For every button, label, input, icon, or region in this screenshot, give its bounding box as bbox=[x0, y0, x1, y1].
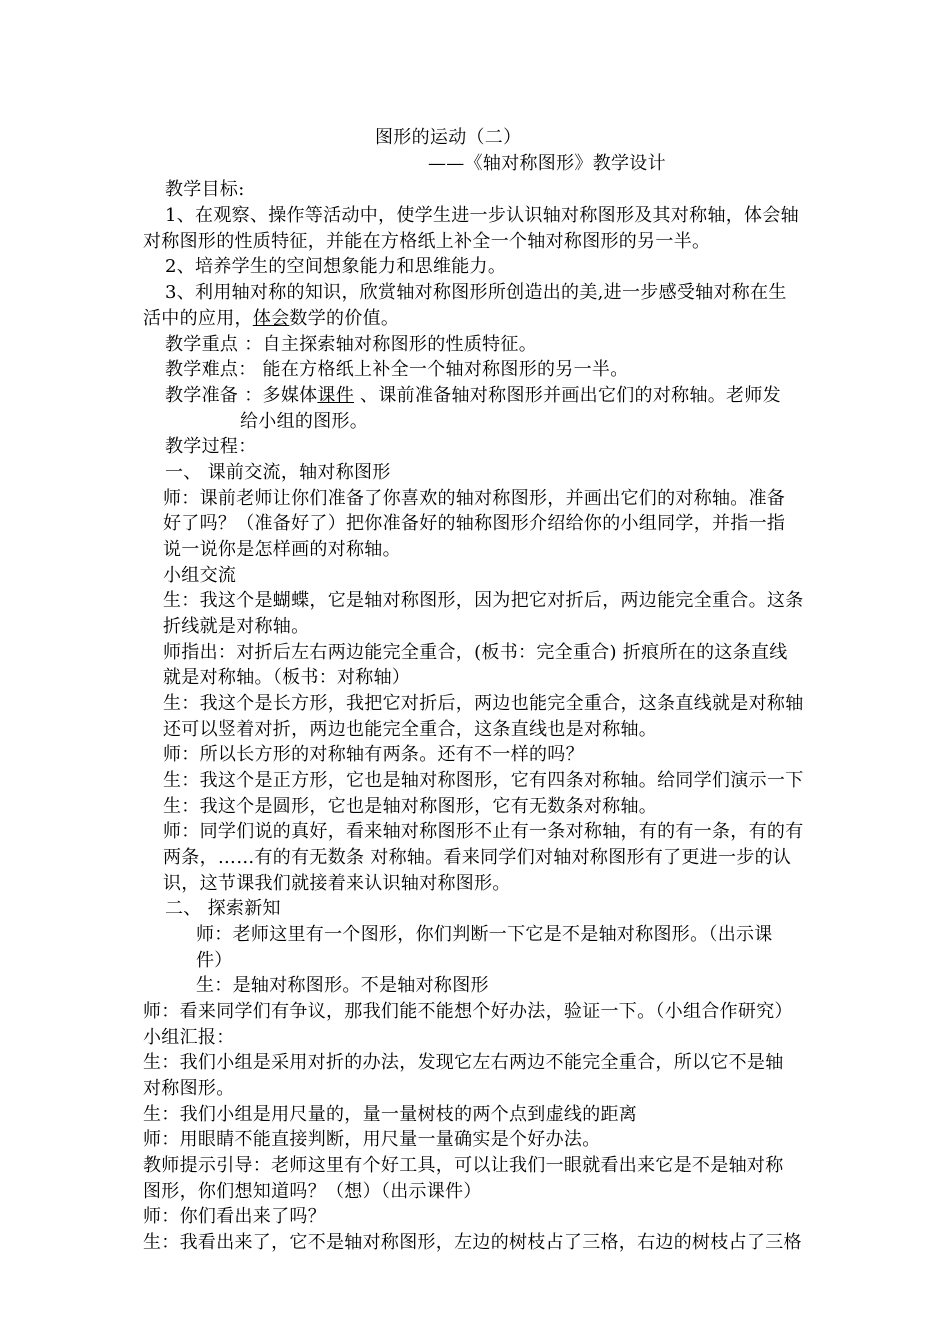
paragraph-line: 师：看来同学们有争议，那我们能不能想个好办法，验证一下。（小组合作研究） bbox=[143, 1001, 793, 1022]
section-1-heading: 一、 课前交流，轴对称图形 bbox=[165, 462, 391, 483]
goal-3-underlined: 体会 bbox=[252, 308, 290, 329]
document-title: 图形的运动（二） bbox=[375, 127, 522, 148]
goals-heading: 教学目标: bbox=[165, 179, 245, 200]
paragraph-line: 师：用眼睛不能直接判断，用尺量一量确实是个好办法。 bbox=[143, 1129, 601, 1150]
paragraph-line: 好了吗？（准备好了）把你准备好的轴称图形介绍给你的小组同学，并指一指 bbox=[163, 513, 786, 534]
paragraph-line: 折线就是对称轴。 bbox=[163, 616, 310, 637]
paragraph-line: 就是对称轴。（板书：对称轴） bbox=[163, 667, 411, 688]
paragraph-line: 生：我看出来了，它不是轴对称图形，左边的树枝占了三格，右边的树枝占了三格 bbox=[143, 1232, 802, 1253]
paragraph-line: 图形，你们想知道吗？（想）（出示课件） bbox=[143, 1181, 482, 1202]
prep-text-b: 、课前准备轴对称图形并画出它们的对称轴。老师发 bbox=[354, 385, 781, 406]
prep-underlined: 课件 bbox=[317, 385, 355, 406]
goal-3-line-2 bbox=[143, 306, 399, 332]
paragraph-line: 教师提示引导：老师这里有个好工具，可以让我们一眼就看出来它是不是轴对称 bbox=[143, 1155, 784, 1176]
paragraph-line: 生：是轴对称图形。不是轴对称图形 bbox=[196, 975, 489, 996]
paragraph-line: 生：我们小组是采用对折的办法，发现它左右两边不能完全重合，所以它不是轴 bbox=[143, 1052, 784, 1073]
goal-1-line-1: 1、在观察、操作等活动中，使学生进一步认识轴对称图形及其对称轴，体会轴 bbox=[165, 205, 799, 226]
paragraph-line: 师：所以长方形的对称轴有两条。还有不一样的吗？ bbox=[163, 744, 584, 765]
paragraph-line: 识，这节课我们就接着来认识轴对称图形。 bbox=[163, 873, 511, 894]
paragraph-line: 生：我们小组是用尺量的，量一量树枝的两个点到虚线的距离 bbox=[143, 1104, 638, 1125]
paragraph-line: 生：我这个是圆形，它也是轴对称图形，它有无数条对称轴。 bbox=[163, 796, 658, 817]
paragraph-line: 小组交流 bbox=[163, 565, 237, 586]
paragraph-line: 两条，……有的有无数条 对称轴。看来同学们对轴对称图形有了更进一步的认 bbox=[163, 847, 792, 868]
paragraph-line: 小组汇报： bbox=[143, 1027, 235, 1048]
paragraph-line: 师：老师这里有一个图形，你们判断一下它是不是轴对称图形。（出示课 bbox=[196, 924, 773, 945]
paragraph-line: 师：课前老师让你们准备了你喜欢的轴对称图形，并画出它们的对称轴。准备 bbox=[163, 488, 786, 509]
goal-2: 2、培养学生的空间想象能力和思维能力。 bbox=[165, 256, 507, 277]
paragraph-line: 件） bbox=[196, 950, 233, 971]
preparation bbox=[165, 383, 781, 409]
paragraph-line: 师指出：对折后左右两边能完全重合，(板书：完全重合) 折痕所在的这条直线 bbox=[163, 642, 788, 663]
difficulty: 教学难点： 能在方格纸上补全一个轴对称图形的另一半。 bbox=[165, 359, 629, 380]
document-subtitle: ——《轴对称图形》教学设计 bbox=[428, 153, 666, 174]
section-2-heading: 二、 探索新知 bbox=[165, 898, 281, 919]
paragraph-line: 生：我这个是蝴蝶，它是轴对称图形，因为把它对折后，两边能完全重合。这条 bbox=[163, 590, 804, 611]
paragraph-line: 还可以竖着对折，两边也能完全重合，这条直线也是对称轴。 bbox=[163, 719, 658, 740]
paragraph-line: 师：你们看出来了吗？ bbox=[143, 1206, 326, 1227]
paragraph-line: 生：我这个是长方形，我把它对折后，两边也能完全重合，这条直线就是对称轴 bbox=[163, 693, 804, 714]
paragraph-line: 师：同学们说的真好，看来轴对称图形不止有一条对称轴，有的有一条，有的有 bbox=[163, 821, 804, 842]
key-point: 教学重点 ：自主探索轴对称图形的性质特征。 bbox=[165, 334, 538, 355]
preparation-cont: 给小组的图形。 bbox=[240, 411, 369, 432]
goal-3-line-1: 3、利用轴对称的知识，欣赏轴对称图形所创造出的美,进一步感受轴对称在生 bbox=[165, 282, 787, 303]
goal-3-text-a: 活中的应用， bbox=[143, 308, 253, 329]
goal-1-line-2: 对称图形的性质特征，并能在方格纸上补全一个轴对称图形的另一半。 bbox=[143, 231, 711, 252]
process-heading: 教学过程： bbox=[165, 436, 257, 457]
goal-3-text-b: 数学的价值。 bbox=[289, 308, 400, 329]
paragraph-line: 说一说你是怎样画的对称轴。 bbox=[163, 539, 401, 560]
prep-text-a: 教学准备 ：多媒体 bbox=[165, 385, 318, 406]
paragraph-line: 生：我这个是正方形，它也是轴对称图形，它有四条对称轴。给同学们演示一下 bbox=[163, 770, 804, 791]
paragraph-line: 对称图形。 bbox=[143, 1078, 235, 1099]
